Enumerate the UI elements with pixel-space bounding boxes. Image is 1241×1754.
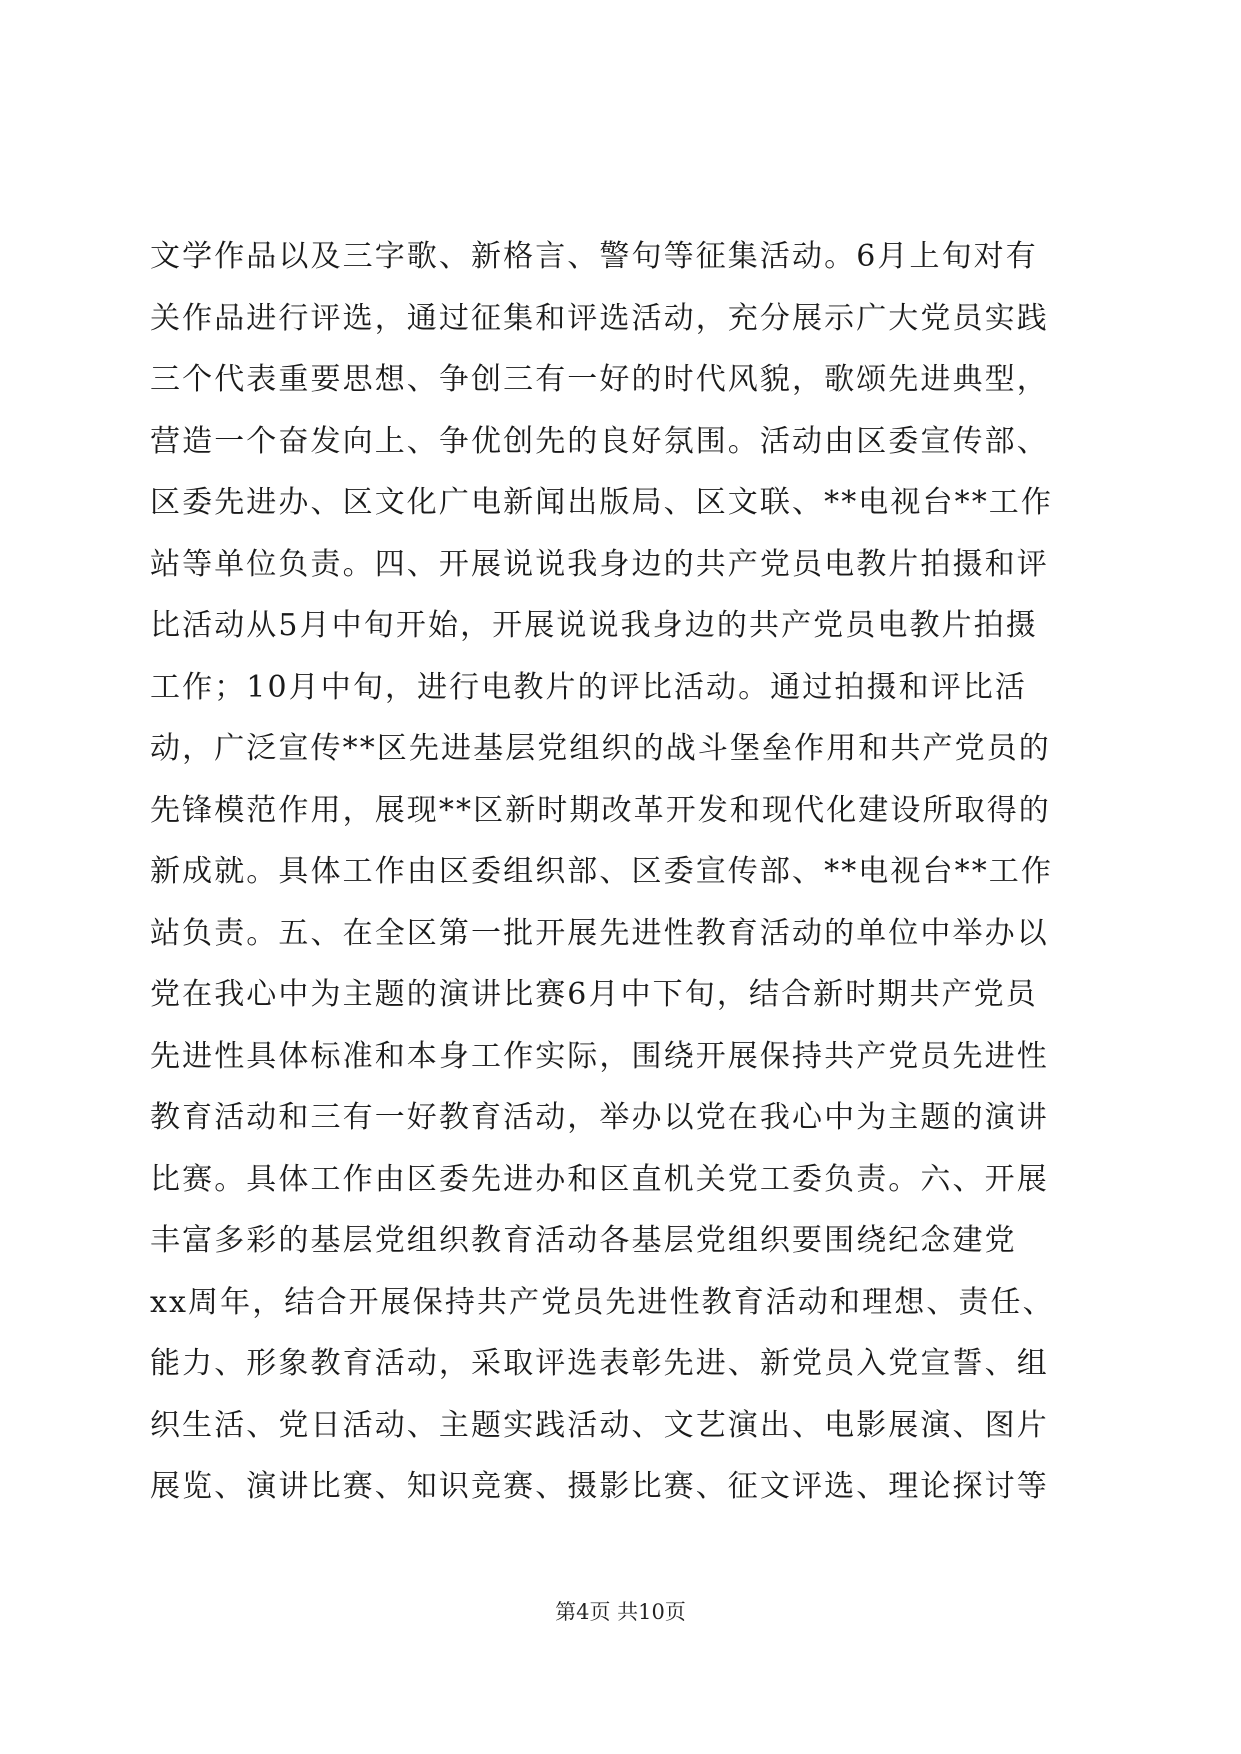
text-line: 动，广泛宣传**区先进基层党组织的战斗堡垒作用和共产党员的 bbox=[150, 731, 1051, 766]
text-line: 展览、演讲比赛、知识竞赛、摄影比赛、征文评选、理论探讨等 bbox=[150, 1469, 1049, 1504]
text-line: 比活动从5月中旬开始，开展说说我身边的共产党员电教片拍摄 bbox=[150, 608, 1038, 643]
text-line: 比赛。具体工作由区委先进办和区直机关党工委负责。六、开展 bbox=[150, 1161, 1049, 1197]
text-line: 站负责。五、在全区第一批开展先进性教育活动的单位中举办以 bbox=[150, 915, 1049, 951]
text-line: 站等单位负责。四、开展说说我身边的共产党员电教片拍摄和评 bbox=[150, 546, 1049, 582]
text-line: 先锋模范作用，展现**区新时期改革开发和现代化建设所取得的 bbox=[150, 792, 1051, 828]
text-line: 教育活动和三有一好教育活动，举办以党在我心中为主题的演讲 bbox=[150, 1100, 1049, 1135]
body-text bbox=[150, 226, 1090, 1518]
text-line: 文学作品以及三字歌、新格言、警句等征集活动。6月上旬对有 bbox=[150, 239, 1038, 274]
text-line: 党在我心中为主题的演讲比赛6月中下旬，结合新时期共产党员 bbox=[150, 977, 1038, 1012]
text-line: 三个代表重要思想、争创三有一好的时代风貌，歌颂先进典型， bbox=[150, 362, 1049, 397]
text-line: 工作；10月中旬，进行电教片的评比活动。通过拍摄和评比活 bbox=[150, 669, 1027, 705]
text-line: 关作品进行评选，通过征集和评选活动，充分展示广大党员实践 bbox=[150, 300, 1049, 336]
text-line: 新成就。具体工作由区委组织部、区委宣传部、**电视台**工作 bbox=[150, 854, 1053, 889]
text-line: 区委先进办、区文化广电新闻出版局、区文联、**电视台**工作 bbox=[150, 485, 1053, 520]
text-line: 能力、形象教育活动，采取评选表彰先进、新党员入党宣誓、组 bbox=[150, 1346, 1049, 1381]
text-line: 营造一个奋发向上、争优创先的良好氛围。活动由区委宣传部、 bbox=[150, 423, 1049, 459]
page-number-footer: 第4页 共10页 bbox=[555, 1600, 686, 1624]
text-line: 丰富多彩的基层党组织教育活动各基层党组织要围绕纪念建党 bbox=[150, 1223, 1017, 1258]
text-line: xx周年，结合开展保持共产党员先进性教育活动和理想、责任、 bbox=[150, 1284, 1055, 1320]
text-line: 先进性具体标准和本身工作实际，围绕开展保持共产党员先进性 bbox=[150, 1038, 1049, 1074]
text-line: 织生活、党日活动、主题实践活动、文艺演出、电影展演、图片 bbox=[150, 1407, 1049, 1443]
